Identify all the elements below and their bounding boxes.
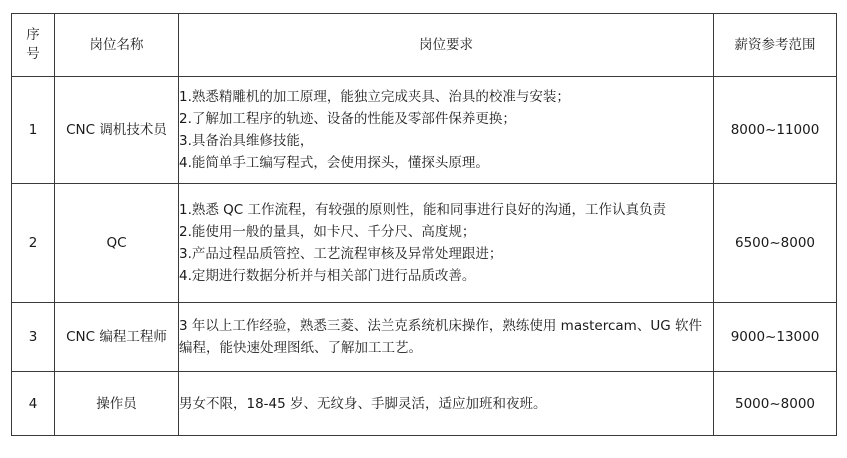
- table-row: [12, 184, 837, 303]
- table-row: [12, 372, 837, 436]
- header-position-name: [55, 14, 179, 77]
- row-position-name: QC: [55, 184, 179, 303]
- requirement-line: 3.具备治具维修技能，: [179, 133, 314, 149]
- table-row: [12, 303, 837, 372]
- row-position-name: CNC 调机技术员: [55, 77, 179, 184]
- table-body: [12, 77, 837, 436]
- row-no: 1: [12, 77, 55, 184]
- table-row: [12, 77, 837, 184]
- row-position-name: 操作员: [55, 372, 179, 436]
- requirement-line: 1.熟悉精雕机的加工原理，能独立完成夹具、治具的校准与安装；: [179, 89, 570, 105]
- row-requirements: [179, 303, 714, 372]
- header-position-name-label: 岗位名称: [89, 36, 144, 53]
- header-row: [12, 14, 837, 77]
- row-requirements: [179, 372, 714, 436]
- header-salary: [714, 14, 837, 77]
- header-requirements: [179, 14, 714, 77]
- header-salary-label: 薪资参考范围: [734, 36, 816, 53]
- header-no-label: 序 号: [26, 27, 40, 62]
- requirement-line: 3.产品过程品质管控、工艺流程审核及异常处理跟进；: [179, 246, 503, 262]
- row-no: 2: [12, 184, 55, 303]
- row-salary: 9000~13000: [714, 303, 837, 372]
- row-position-name: CNC 编程工程师: [55, 303, 179, 372]
- row-no: 3: [12, 303, 55, 372]
- requirement-line: 4.能简单手工编写程式，会使用探头，懂探头原理。: [179, 155, 489, 171]
- table-header: [12, 14, 837, 77]
- row-salary: 5000~8000: [714, 372, 837, 436]
- requirement-line: 男女不限，18-45 岁、无纹身、手脚灵活，适应加班和夜班。: [179, 395, 547, 412]
- header-requirements-label: 岗位要求: [419, 36, 473, 53]
- job-table: [11, 13, 837, 436]
- row-requirements: [179, 77, 714, 184]
- requirement-line: 1.熟悉 QC 工作流程，有较强的原则性，能和同事进行良好的沟通，工作认真负责: [179, 202, 667, 218]
- requirement-line: 4.定期进行数据分析并与相关部门进行品质改善。: [179, 268, 476, 284]
- requirement-line: 2.了解加工程序的轨迹、设备的性能及零部件保养更换；: [179, 111, 516, 127]
- requirement-line: 2.能使用一般的量具，如卡尺、千分尺、高度规；: [179, 224, 476, 240]
- requirement-line: 3 年以上工作经验，熟悉三菱、法兰克系统机床操作，熟练使用 mastercam、UG 软件编程，能快速处理图纸、了解加工工艺。: [179, 318, 702, 356]
- row-no: 4: [12, 372, 55, 436]
- row-salary: 6500~8000: [714, 184, 837, 303]
- row-salary: 8000~11000: [714, 77, 837, 184]
- row-requirements: [179, 184, 714, 303]
- header-no: [12, 14, 55, 77]
